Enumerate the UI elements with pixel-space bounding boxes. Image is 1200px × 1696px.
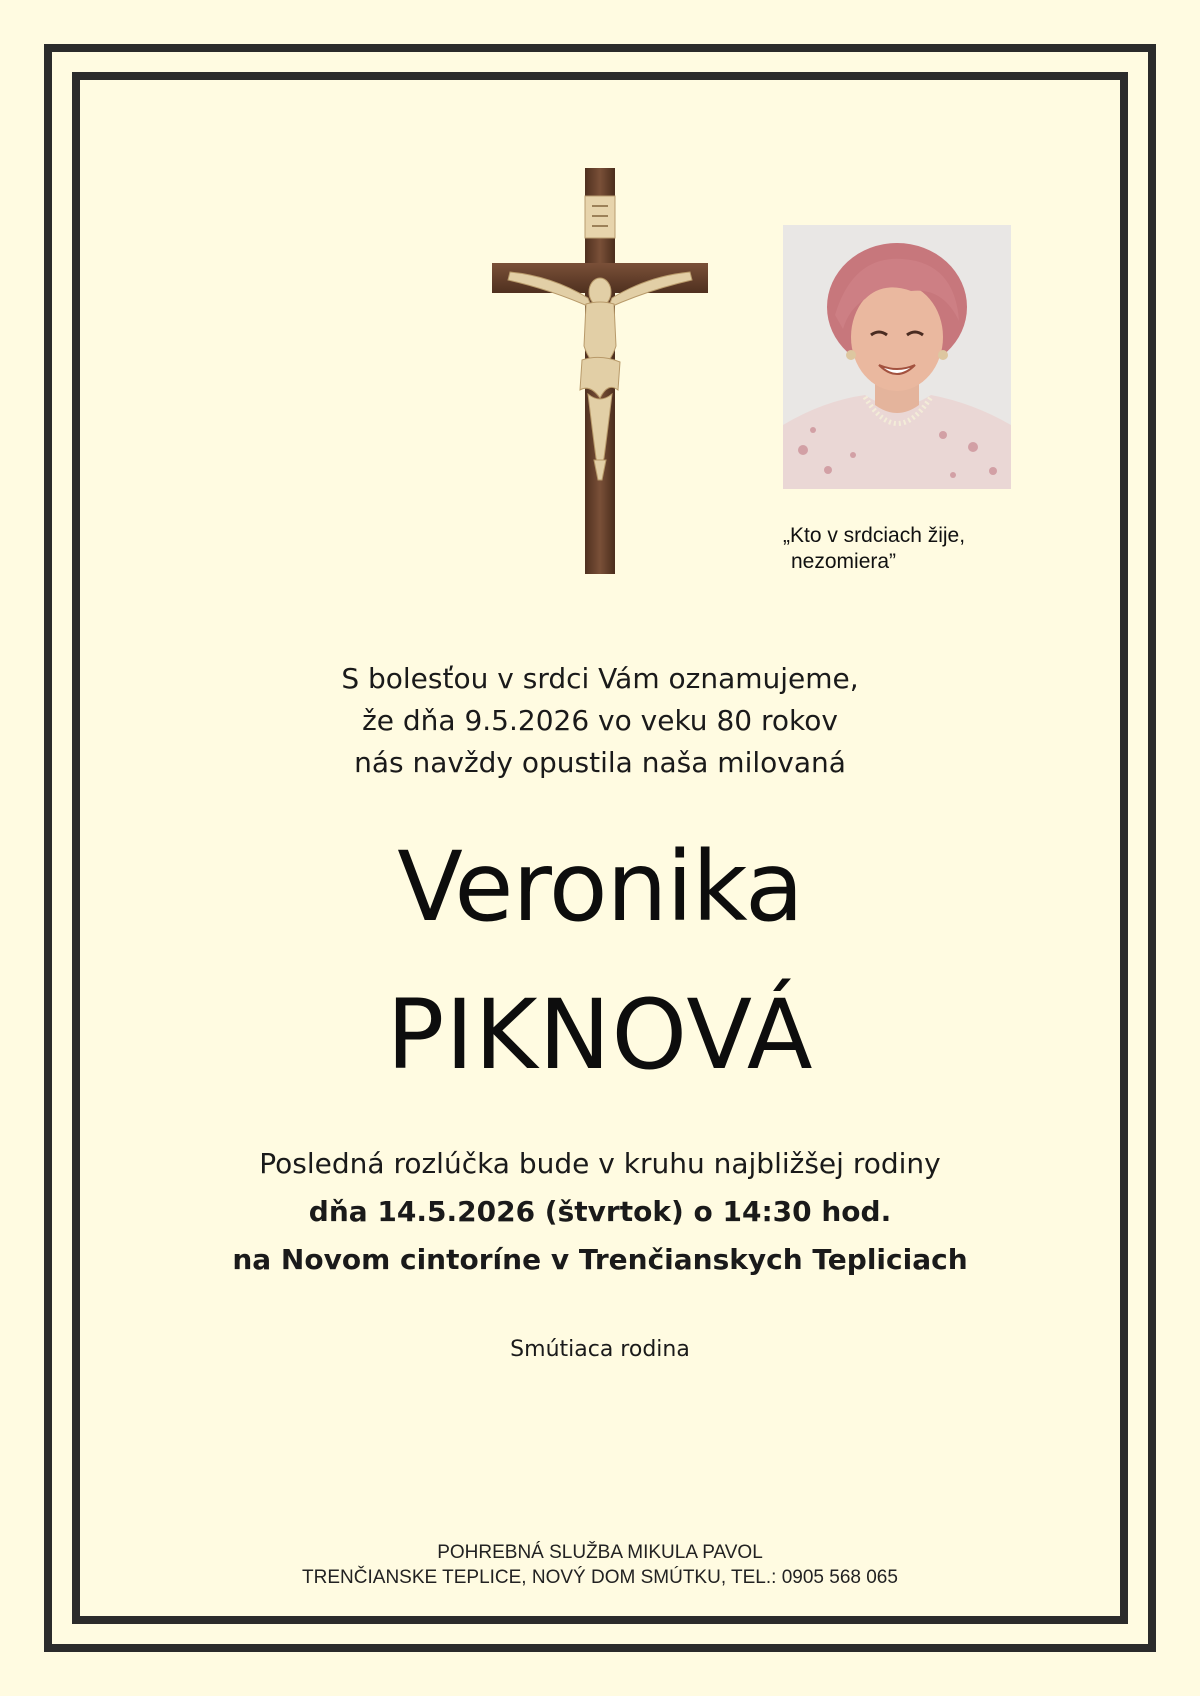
announcement-line-2: že dňa 9.5.2026 vo veku 80 rokov (362, 704, 838, 737)
announcement-line-3: nás navždy opustila naša milovaná (354, 746, 846, 779)
announcement-text (100, 658, 1100, 784)
deceased-last-name: PIKNOVÁ (386, 979, 814, 1091)
memorial-quote (783, 523, 1043, 575)
family-signature: Smútiaca rodina (510, 1337, 690, 1362)
farewell-place: na Novom cintoríne v Trenčianskych Tepliciach (232, 1243, 968, 1276)
quote-line-2: nezomiera” (791, 550, 897, 573)
quote-line-1: „Kto v srdciach žije, (783, 524, 966, 547)
deceased-first-name: Veronika (397, 831, 803, 943)
announcement-line-1: S bolesťou v srdci Vám oznamujeme, (341, 662, 859, 695)
farewell-details (100, 1140, 1100, 1284)
portrait-photo (783, 225, 1011, 489)
footer-line-1: POHREBNÁ SLUŽBA MIKULA PAVOL (437, 1542, 763, 1563)
farewell-line-1: Posledná rozlúčka bude v kruhu najbližšej rodiny (259, 1147, 941, 1180)
crucifix-icon (492, 168, 708, 574)
farewell-date: dňa 14.5.2026 (štvrtok) o 14:30 hod. (308, 1195, 892, 1228)
footer-line-2: TRENČIANSKE TEPLICE, NOVÝ DOM SMÚTKU, TEL.: 0905 568 065 (302, 1567, 898, 1588)
funeral-service-footer (100, 1540, 1100, 1590)
